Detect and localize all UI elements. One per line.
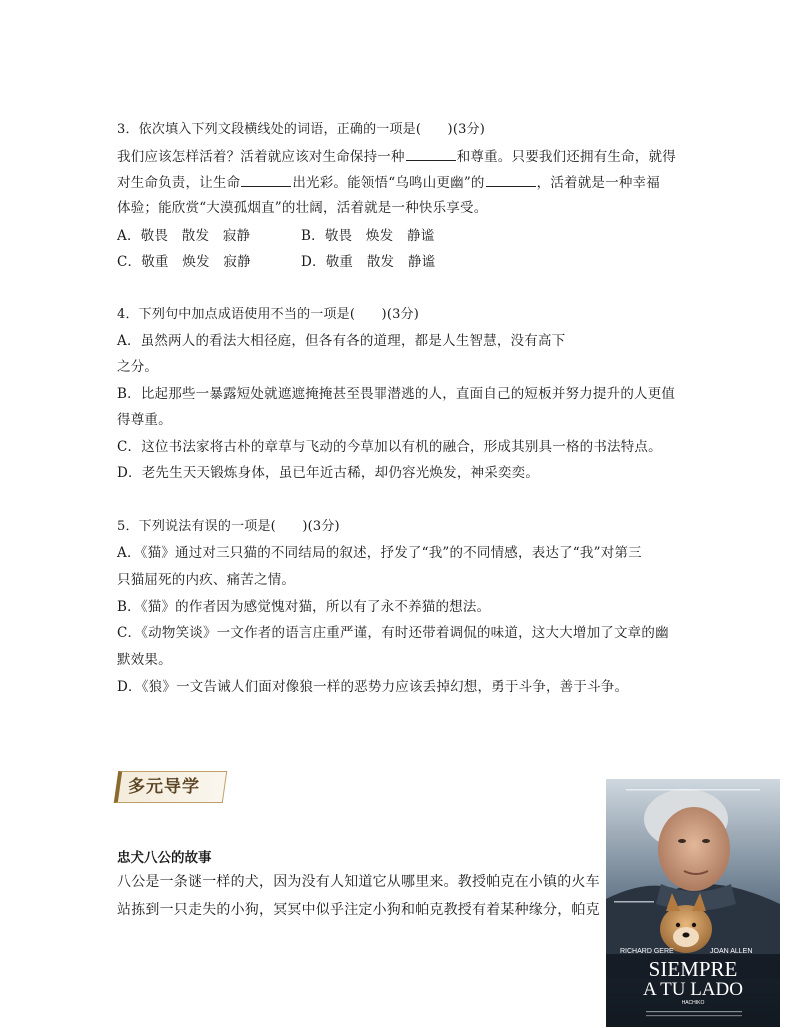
poster-image (606, 779, 780, 1027)
story-paragraph-line-1: 八公是一条谜一样的犬，因为没有人知道它从哪里来。教授帕克在小镇的火车 (117, 874, 600, 890)
poster-subtitle: HACHIKO (681, 1000, 705, 1006)
q3-text: 对生命负责，让生命 (117, 175, 241, 191)
q5-option-a-line-2: 只猫屈死的内疚、痛苦之情。 (117, 572, 296, 588)
q3-options-row-2 (117, 252, 435, 272)
q3-option-b: B．敬畏 焕发 静谧 (301, 228, 435, 244)
q5-option-c-line-2: 默效果。 (117, 652, 172, 668)
q4-option-d: D．老先生天天锻炼身体，虽已年近古稀，却仍容光焕发，神采奕奕。 (117, 465, 540, 481)
q3-options-row-1 (117, 226, 434, 246)
fill-blank (406, 146, 456, 161)
q4-option-b-line-1: B．比起那些一暴露短处就遮遮掩掩甚至畏罪潜逃的人，直面自己的短板并努力提升的人更值 (117, 386, 676, 402)
section-tag-label: 多元导学 (128, 777, 200, 797)
q3-option-c: C．敬重 焕发 寂静 (117, 254, 251, 270)
q5-option-a-line-1: A．《猫》通过对三只猫的不同结局的叙述，抒发了“我”的不同情感，表达了“我”对第三 (117, 545, 642, 561)
story-paragraph-line-2: 站拣到一只走失的小狗，冥冥中似乎注定小狗和帕克教授有着某种缘分，帕克 (117, 902, 600, 918)
q4-option-b-line-2: 得尊重。 (117, 412, 172, 428)
q5-option-c-line-1: C．《动物笑谈》一文作者的语言庄重严谨，有时还带着调侃的味道，这大大增加了文章的幽 (117, 625, 669, 641)
q4-heading: 4．下列句中加点成语使用不当的一项是( )(3分) (117, 307, 420, 322)
story-title: 忠犬八公的故事 (117, 850, 212, 866)
fill-blank (241, 172, 291, 187)
poster-title-line-2: A TU LADO (643, 979, 743, 1000)
section-tag (114, 771, 227, 803)
q3-option-d: D．敬重 散发 静谧 (301, 254, 436, 270)
poster-title-line-1: SIEMPRE (648, 957, 738, 981)
movie-poster (606, 779, 780, 1027)
q3-text: 和尊重。只要我们还拥有生命，就得 (456, 149, 676, 165)
q3-passage-line-1 (117, 146, 676, 167)
fill-blank (486, 172, 536, 187)
q5-option-b: B．《猫》的作者因为感觉愧对猫，所以有了永不养猫的想法。 (117, 599, 491, 615)
poster-actor-2: JOAN ALLEN (710, 948, 753, 955)
q3-heading: 3．依次填入下列文段横线处的词语，正确的一项是( )(3分) (117, 122, 486, 137)
q5-heading: 5．下列说法有误的一项是( )(3分) (117, 519, 340, 534)
q4-option-a-line-2: 之分。 (117, 359, 159, 375)
q3-passage-line-3: 体验；能欣赏“大漠孤烟直”的壮阔，活着就是一种快乐享受。 (117, 200, 488, 216)
q4-option-c: C．这位书法家将古朴的章草与飞动的今草加以有机的融合，形成其别具一格的书法特点。 (117, 439, 662, 455)
q5-option-d: D．《狼》一文告诫人们面对像狼一样的恶势力应该丢掉幻想，勇于斗争，善于斗争。 (117, 679, 629, 695)
q4-option-a-line-1: A．虽然两人的看法大相径庭，但各有各的道理，都是人生智慧，没有高下 (117, 333, 566, 349)
q3-text: ，活着就是一种幸福 (536, 175, 660, 191)
poster-actor-1: RICHARD GERE (620, 948, 674, 955)
q3-passage-line-2 (117, 172, 660, 193)
q3-text: 我们应该怎样活着？活着就应该对生命保持一种 (117, 149, 405, 165)
q3-option-a: A．敬畏 散发 寂静 (117, 228, 251, 244)
q3-text: 出光彩。能领悟“乌鸣山更幽”的 (292, 175, 485, 191)
